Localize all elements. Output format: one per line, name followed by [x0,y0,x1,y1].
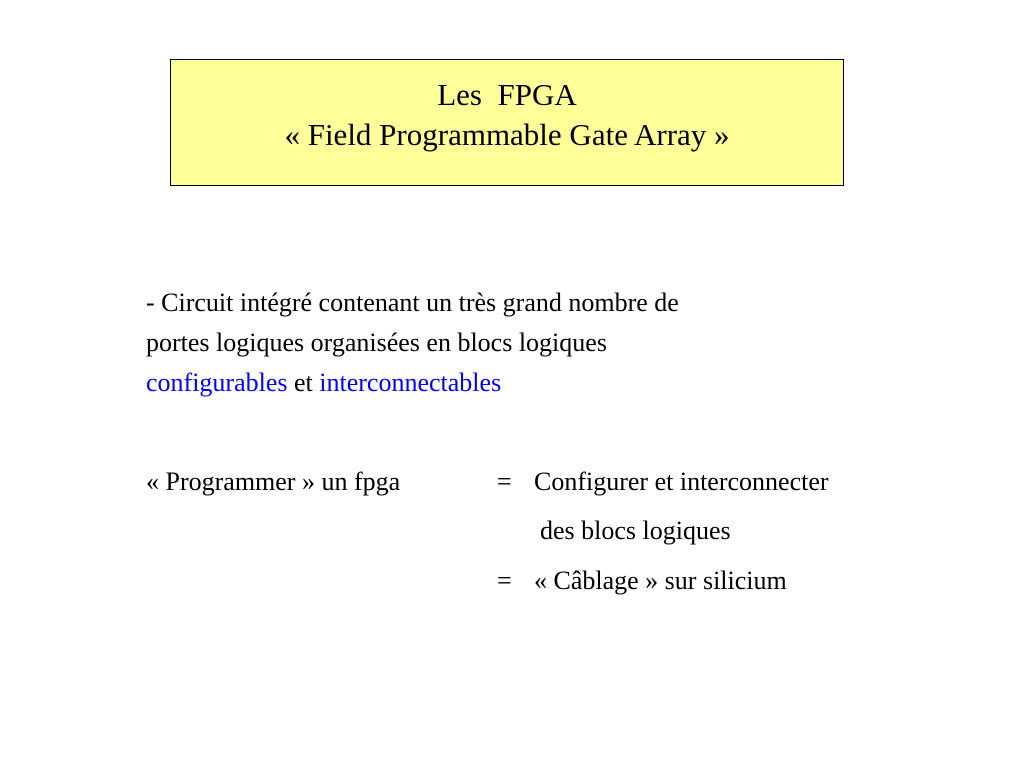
highlight-interconnectables: interconnectables [319,368,502,397]
description-paragraph [146,283,886,403]
title-box [170,59,844,186]
equals-sign-2: = [497,566,512,595]
description-line-2: portes logiques organisées en blocs logiques [146,328,607,357]
highlight-configurables: configurables [146,368,288,397]
title-line-1: Les FPGA [437,77,577,112]
connector-et: et [294,368,313,397]
definition-meaning-1-line-1: Configurer et interconnecter [534,467,829,496]
definition-meaning-1-line-2: des blocs logiques [540,516,731,545]
definition-term: « Programmer » un fpga [146,467,401,496]
equals-sign-1: = [497,467,512,496]
definition-meaning-2: « Câblage » sur silicium [534,566,787,595]
title-line-2: « Field Programmable Gate Array » [284,117,730,152]
description-line-1: - Circuit intégré contenant un très grand nombre de [146,288,679,317]
description-line-3 [146,363,886,403]
